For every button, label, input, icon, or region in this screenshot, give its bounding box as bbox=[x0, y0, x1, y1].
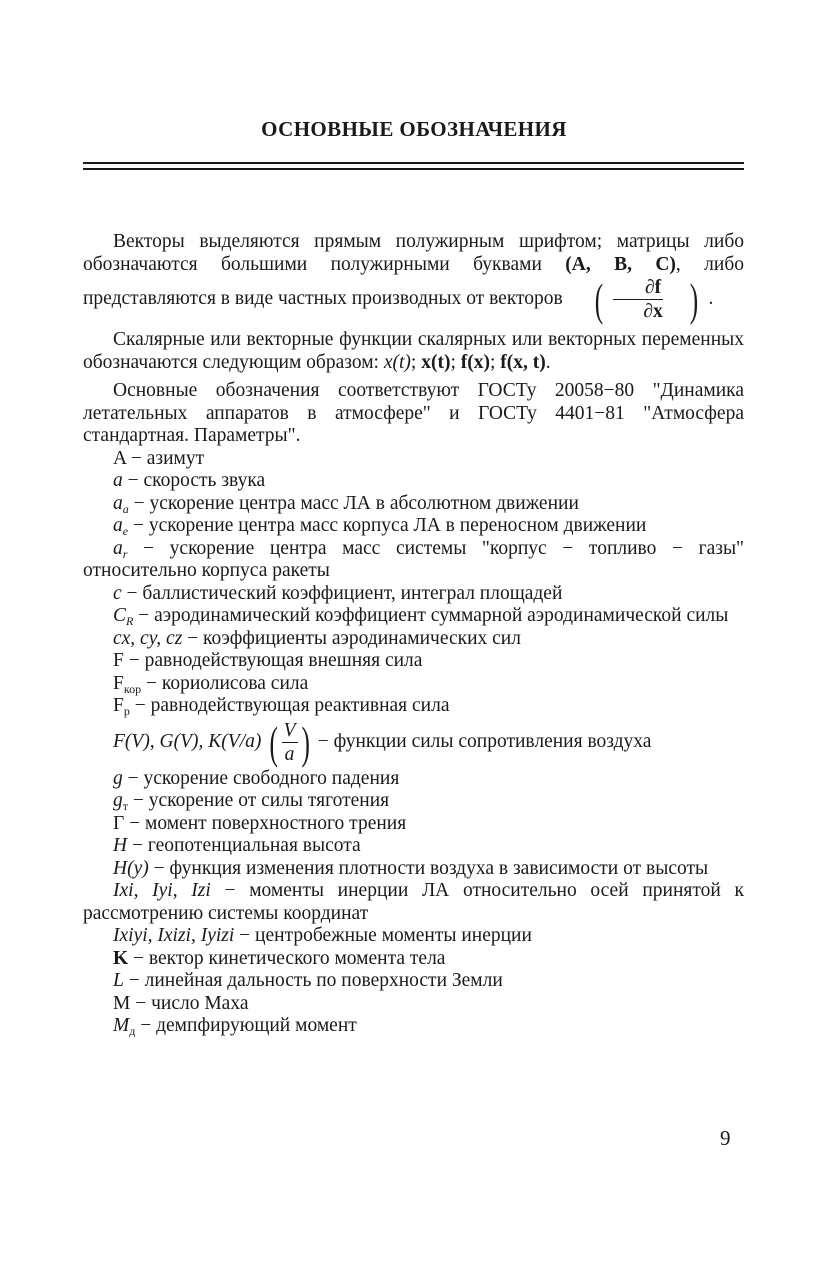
symbol-entry: A − азимут bbox=[113, 447, 205, 469]
symbol-entry: F − равнодействующая внешняя сила bbox=[113, 650, 423, 671]
symbol-entry: $C_R$ − аэродинамический коэффициент суммарной аэродинамической силы bbox=[113, 605, 729, 628]
symbol-entry: cx, cy, cz − коэффициенты аэродинамических сил bbox=[113, 627, 521, 649]
intro-paragraph-functions: Скалярные или векторные функции скалярных или векторных переменных обозначаются следующим образом: x(t); x(t); f(x); f(x, t). bbox=[83, 329, 744, 373]
symbol-entry: M − число Маха bbox=[113, 992, 249, 1014]
intro-paragraph-standards: Основные обозначения соответствуют ГОСТу 20058−80 "Динамика летательных аппаратов в атмосфере" и ГОСТу 4401−81 "Атмосфера стандартная. Параметры". bbox=[83, 380, 744, 446]
title-rule-top bbox=[83, 162, 744, 164]
velocity-ratio-fraction: $\frac{V}{a}$ bbox=[283, 720, 296, 765]
intro-paragraph-vectors: Векторы выделяются прямым полужирным шрифтом; матрицы либо обозначаются большими полужирными буквами (A, B, C), либо представляются в виде частных производных от векторов ( $\frac{\partial f}{\partial x}$ ) . bbox=[83, 231, 744, 325]
page-title: ОСНОВНЫЕ ОБОЗНАЧЕНИЯ bbox=[261, 117, 567, 141]
symbol-entry: F(V), G(V), K(V/a) ( $\frac{V}{a}$ ) − функции силы сопротивления воздуха bbox=[113, 716, 652, 768]
symbol-entry: H − геопотенциальная высота bbox=[113, 835, 361, 856]
symbol-entry: $F_р$ − равнодействующая реактивная сила bbox=[113, 695, 450, 718]
symbol-entry: c − баллистический коэффициент, интеграл площадей bbox=[113, 582, 563, 604]
symbol-entry: K − вектор кинетического момента тела bbox=[113, 947, 446, 969]
page-number: 9 bbox=[720, 1126, 731, 1150]
left-paren: ( bbox=[594, 273, 603, 325]
title-rule-bottom bbox=[83, 168, 744, 170]
symbol-list bbox=[83, 448, 744, 1038]
page-body bbox=[83, 231, 744, 1038]
symbol-entry: Ixiyi, Ixizi, Iyizi − центробежные моменты инерции bbox=[113, 925, 532, 946]
symbol-entry: $a_r$ − ускорение центра масс системы "корпус − топливо − газы" относительно корпуса ракеты bbox=[83, 537, 745, 581]
symbol-entry: $a_e$ − ускорение центра масс корпуса ЛА в переносном движении bbox=[113, 515, 647, 538]
right-paren: ) bbox=[689, 273, 699, 325]
symbol-entry: Γ − момент поверхностного трения bbox=[113, 812, 407, 834]
symbol-entry: $a_a$ − ускорение центра масс ЛА в абсолютном движении bbox=[113, 492, 579, 516]
symbol-entry: $g_т$ − ускорение от силы тяготения bbox=[113, 790, 390, 813]
symbol-entry: a − скорость звука bbox=[113, 470, 266, 491]
partial-derivative-fraction: $\frac{\partial f}{\partial x}$ bbox=[613, 276, 663, 323]
symbol-entry: L − линейная дальность по поверхности Земли bbox=[113, 970, 503, 991]
symbol-entry: $M_д$ − демпфирующий момент bbox=[113, 1015, 357, 1038]
symbol-entry: g − ускорение свободного падения bbox=[113, 767, 400, 789]
symbol-entry: Ixi, Iyi, Izi − моменты инерции ЛА относительно осей принятой к рассмотрению системы координат bbox=[83, 880, 744, 924]
symbol-entry: H(y) − функция изменения плотности воздуха в зависимости от высоты bbox=[113, 857, 709, 879]
symbol-entry: $F_{кор}$ − кориолисова сила bbox=[113, 672, 309, 696]
